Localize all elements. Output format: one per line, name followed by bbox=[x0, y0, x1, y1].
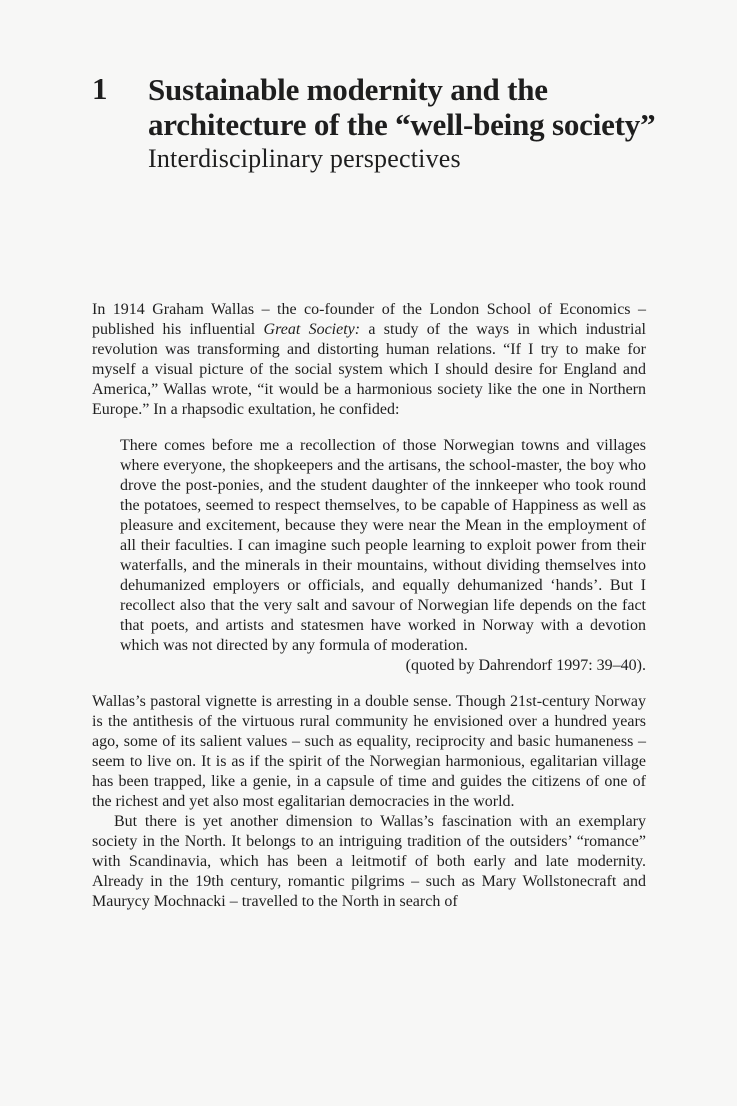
paragraph-2: Wallas’s pastoral vignette is arresting in a double sense. Though 21st-century Norway is the antithesis of the virtuous rural community he envisioned over a hundred years ago, some of its salient values – such as equality, reciprocity and basic humaneness – seem to live on. It is as if the spirit of the Norwegian harmonious, egalitarian village has been trapped, like a genie, in a capsule of time and guides the citizens of one of the richest and yet also most egalitarian democracies in the world. bbox=[92, 693, 646, 810]
chapter-subtitle: Interdisciplinary perspectives bbox=[148, 144, 461, 173]
chapter-title bbox=[148, 72, 668, 142]
body-text bbox=[92, 300, 646, 912]
paragraph-1-end: a study of the ways in which industrial revolution was transforming and distorting human relations. “If I try to make for myself a visual picture of the social system which I should desire for England and America,” Wallas wrote, “it would be a harmonious society like the one in Northern Europe.” In a rhapsodic exultation, he confided: bbox=[92, 321, 646, 418]
chapter-title-line-2: architecture of the “well-being society” bbox=[148, 107, 656, 142]
chapter-title-line-1: Sustainable modernity and the bbox=[148, 72, 548, 107]
block-quote-text: There comes before me a recollection of those Norwegian towns and villages where everyone, the shopkeepers and the artisans, the school-master, the boy who drove the post-ponies, and the student daughter of the innkeeper who took round the potatoes, seemed to respect themselves, to be capable of Happiness as well as pleasure and excitement, because they were near the Mean in the employment of all their faculties. I can imagine such people learning to exploit power from their waterfalls, and the minerals in their mountains, without dividing themselves into dehumanized employers or officials, and equally dehumanized ‘hands’. But I recollect also that the very salt and savour of Norwegian life depends on the fact that poets, and artists and statesmen have worked in Norway with a devotion which was not directed by any formula of moderation. bbox=[120, 437, 646, 654]
block-quote-citation: (quoted by Dahrendorf 1997: 39–40). bbox=[405, 657, 646, 674]
chapter-number: 1 bbox=[92, 71, 108, 106]
book-title-great-society: Great Society: bbox=[263, 321, 361, 338]
paragraph-1 bbox=[92, 300, 646, 420]
block-quote bbox=[120, 436, 646, 676]
paragraph-3: But there is yet another dimension to Wallas’s fascination with an exemplary society in the North. It belongs to an intriguing tradition of the outsiders’ “romance” with Scandinavia, which has been a leitmotif of both early and late modernity. Already in the 19th century, romantic pilgrims – such as Mary Wollstonecraft and Maurycy Mochnacki – travelled to the North in search of bbox=[92, 813, 646, 910]
paragraph-1-start: In 1914 Graham Wallas – the co-founder of the London School of Economics – published his influential bbox=[92, 301, 646, 338]
